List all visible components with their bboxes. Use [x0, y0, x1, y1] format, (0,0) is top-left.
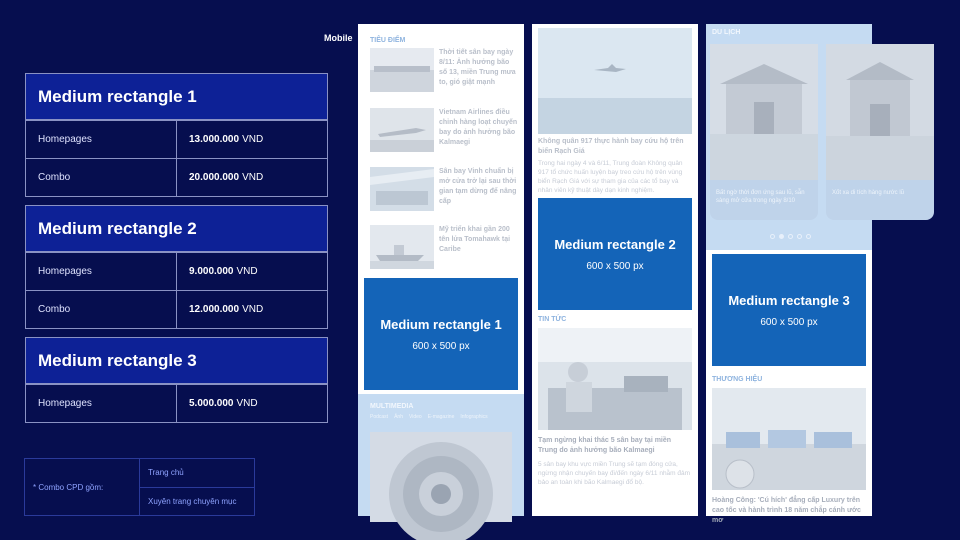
news-summary: Trong hai ngày 4 và 6/11, Trung đoàn Không quân 917 tổ chức huấn luyện bay treo cứu hộ trên vùng biển Rạch Giá với sự tham gia của các tổ bay và nhân viên kỹ thuật dày dạn kinh nghiệm. — [538, 160, 683, 194]
mobile-label: Mobile — [324, 33, 353, 43]
news-image[interactable] — [538, 328, 692, 430]
pricing-table-title: Medium rectangle 2 — [26, 206, 327, 252]
news-title: Sân bay Vinh chuẩn bị mở cửa trở lại sau thời gian tạm dừng để nâng cấp — [439, 168, 517, 205]
news-thumbnail — [370, 167, 434, 211]
placement-label: Combo — [26, 159, 177, 196]
pricing-row — [26, 120, 327, 158]
multimedia-tab[interactable]: Video — [408, 414, 422, 420]
placement-label: Homepages — [26, 385, 177, 422]
travel-card-caption: Bất ngờ thời đơn ứng sau lũ, sẵn sàng mở cửa trong ngày 8/10 — [716, 190, 805, 204]
news-title[interactable]: Hoàng Công: 'Cú hích' đẳng cấp Luxury trên cao tốc và hành trình 18 năm chắp cánh ước mơ — [712, 497, 861, 524]
ad-size: 600 x 500 px — [412, 341, 470, 352]
pricing-table-medium-rectangle-2 — [25, 205, 328, 329]
pricing-table-title: Medium rectangle 3 — [26, 338, 327, 384]
placement-label: Homepages — [26, 253, 177, 290]
news-title: Vietnam Airlines điều chỉnh hàng loạt chuyến bay do ảnh hưởng bão Kalmaegi — [439, 109, 518, 146]
combo-note — [24, 458, 255, 516]
ad-size: 600 x 500 px — [586, 261, 644, 272]
section-title: MULTIMEDIA — [370, 403, 414, 410]
ad-title: Medium rectangle 3 — [728, 293, 850, 308]
carousel-dot[interactable] — [806, 234, 811, 239]
news-hero-image[interactable] — [538, 28, 692, 134]
ad-title: Medium rectangle 1 — [380, 317, 502, 332]
news-title: Mỹ triển khai gần 200 tên lửa Tomahawk tại Caribe — [439, 226, 511, 253]
pricing-table-medium-rectangle-1 — [25, 73, 328, 197]
combo-item: Xuyên trang chuyên mục — [148, 496, 237, 506]
section-title: TIÊU ĐIỂM — [370, 37, 406, 44]
news-title[interactable]: Tạm ngừng khai thác 5 sân bay tại miền Trung do ảnh hưởng bão Kalmaegi — [538, 437, 672, 454]
carousel-dot[interactable] — [797, 234, 802, 239]
ad-title: Medium rectangle 2 — [554, 237, 676, 252]
news-item[interactable] — [370, 108, 518, 152]
news-thumbnail — [370, 108, 434, 152]
price-value: 5.000.000 VND — [189, 398, 258, 409]
carousel-dots — [770, 234, 811, 239]
travel-card-caption: Xốt xa di tích hàng nước lũ — [832, 190, 904, 196]
news-title[interactable]: Không quân 917 thực hành bay cứu hộ trên biển Rạch Giá — [538, 138, 684, 155]
mobile-preview-2 — [532, 24, 698, 516]
pricing-row — [26, 252, 327, 290]
carousel-dot-active[interactable] — [779, 234, 784, 239]
pricing-row — [26, 290, 327, 328]
pricing-table-title: Medium rectangle 1 — [26, 74, 327, 120]
placement-label: Combo — [26, 291, 177, 328]
news-thumbnail — [370, 225, 434, 269]
placement-label: Homepages — [26, 121, 177, 158]
ad-slot-medium-rectangle-3 — [712, 254, 866, 366]
travel-card[interactable] — [710, 44, 818, 220]
price-value: 12.000.000 VND — [189, 304, 264, 315]
news-item[interactable] — [370, 225, 518, 269]
carousel-dot[interactable] — [770, 234, 775, 239]
combo-item: Trang chủ — [140, 459, 254, 488]
mobile-preview-3 — [706, 24, 904, 524]
multimedia-tab[interactable]: E-magazine — [427, 414, 455, 420]
travel-section — [706, 24, 904, 250]
combo-note-label: * Combo CPD gồm: — [25, 459, 140, 515]
brand-image[interactable] — [712, 388, 866, 490]
multimedia-tab[interactable]: Ảnh — [394, 414, 403, 420]
ad-slot-medium-rectangle-2 — [538, 198, 692, 310]
section-title: DU LỊCH — [712, 29, 741, 36]
section-title: TIN TỨC — [538, 316, 567, 323]
multimedia-section — [358, 394, 524, 516]
section-title: THƯƠNG HIỆU — [712, 376, 763, 383]
multimedia-tab[interactable]: Podcast — [370, 414, 389, 420]
travel-card[interactable] — [826, 44, 934, 220]
news-item[interactable] — [370, 48, 518, 92]
news-thumbnail — [370, 48, 434, 92]
news-item[interactable] — [370, 167, 518, 211]
price-value: 9.000.000 VND — [189, 266, 258, 277]
price-value: 13.000.000 VND — [189, 134, 264, 145]
pricing-table-medium-rectangle-3 — [25, 337, 328, 423]
mobile-preview-1 — [358, 24, 524, 516]
news-title: Thời tiết sân bay ngày 8/11: Ảnh hưởng bão số 13, miền Trung mưa to, gió giật mạnh — [439, 49, 516, 86]
ad-slot-medium-rectangle-1 — [364, 278, 518, 390]
pricing-row — [26, 384, 327, 422]
ad-size: 600 x 500 px — [760, 317, 818, 328]
news-summary: 5 sân bay khu vực miền Trung sẽ tạm đóng cửa, ngừng nhận chuyến bay đi/đến ngày 6/11 nhằm đảm bảo an toàn khi bão Kalmaegi đổ bộ. — [538, 461, 691, 486]
carousel-dot[interactable] — [788, 234, 793, 239]
multimedia-tab[interactable]: Infographics — [460, 414, 488, 420]
pricing-row — [26, 158, 327, 196]
price-value: 20.000.000 VND — [189, 172, 264, 183]
multimedia-image[interactable] — [370, 432, 512, 522]
